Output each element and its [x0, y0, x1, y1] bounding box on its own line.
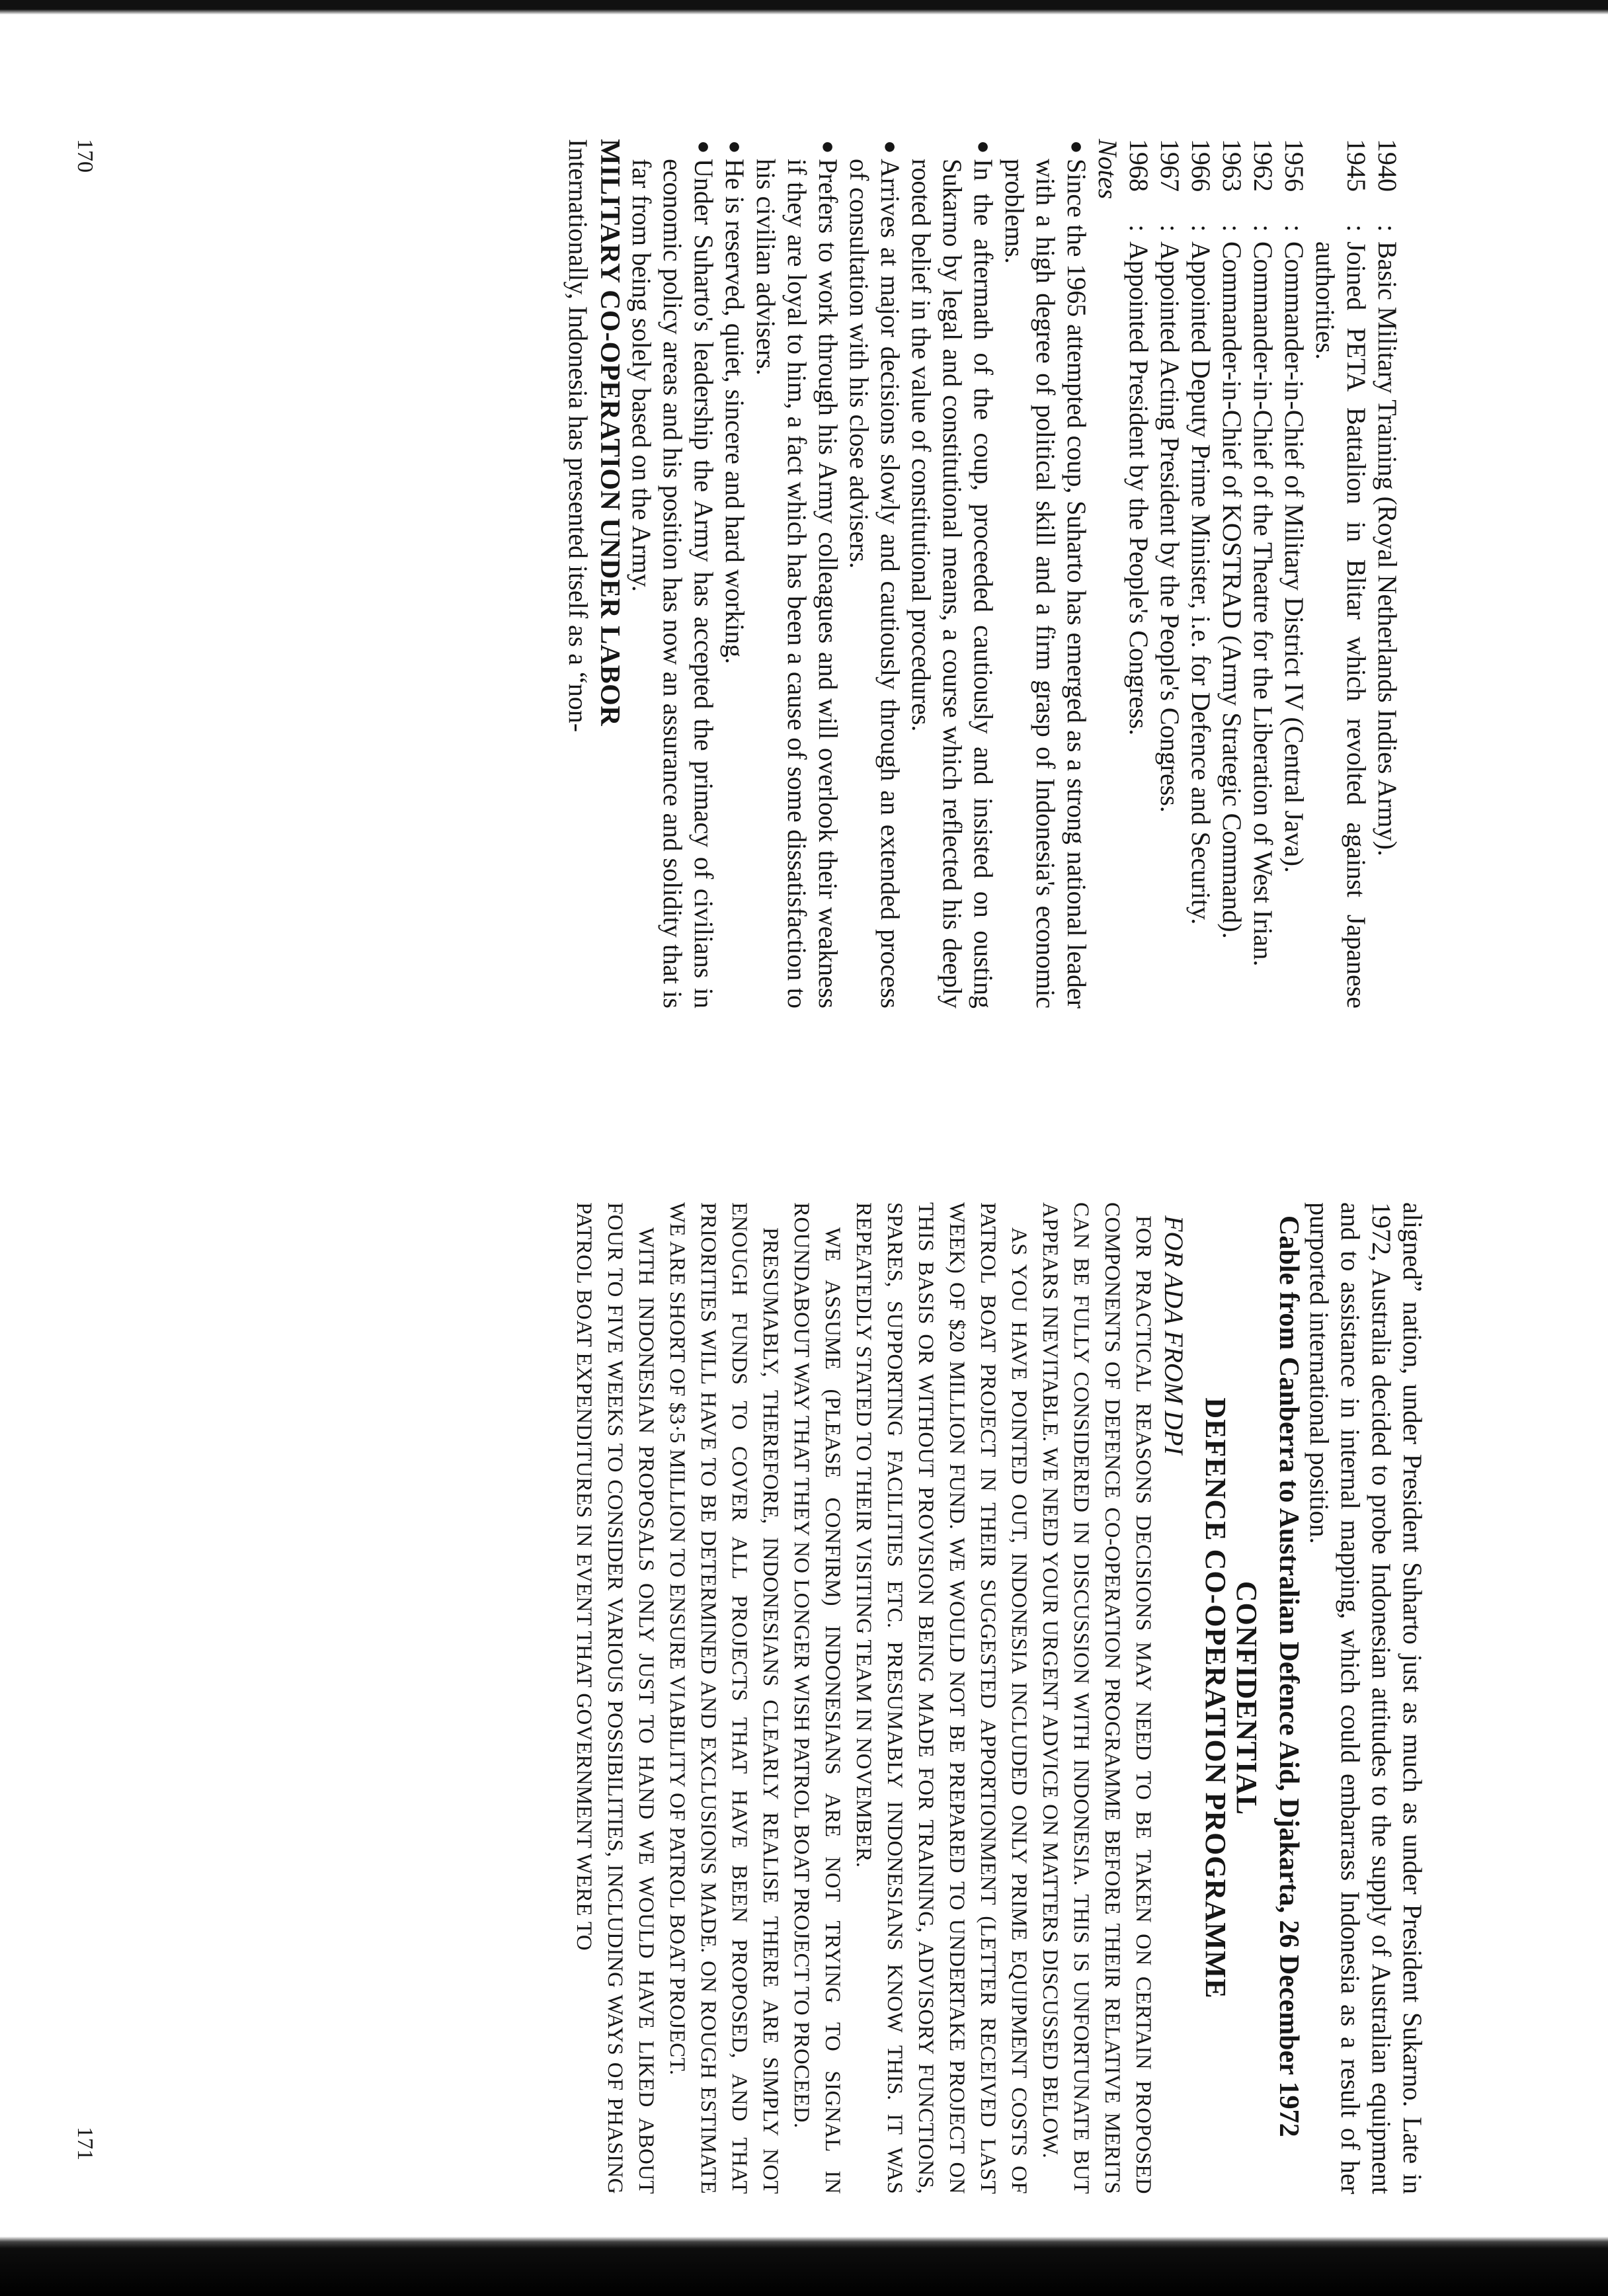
chronology-year: 1967: [1155, 139, 1185, 192]
cable-paragraph: WITH INDONESIAN PROPOSALS ONLY JUST TO HAND WE WOULD HAVE LIKED ABOUT FOUR TO FIVE WEEKS TO CONSIDER VARIOUS POSSIBILITIES, INCLUDING WAYS OF PHASING PATROL BOAT EXPENDITURES IN EVENT THAT GOVERNMENT WERE TO: [572, 1202, 658, 2194]
chronology-year: 1956: [1279, 139, 1309, 192]
chronology-entry: [1154, 139, 1186, 1008]
chronology-event: Joined PETA Battalion in Blitar which revolted against Japanese authorities.: [1310, 241, 1371, 1008]
chronology-event: Commander-in-Chief of KOSTRAD (Army Strategic Command).: [1217, 241, 1247, 939]
left-page-body: [563, 139, 1403, 1008]
chronology-entry: [1217, 139, 1248, 1008]
note-item: [999, 139, 1092, 1008]
cable-heading: Cable from Canberra to Australian Defence Aid, Djakarta, 26 December 1972: [1273, 1215, 1304, 2137]
continuation-paragraph: aligned” nation, under President Suharto just as much as under President Sukarno. Late in 1972, Australia decided to probe Indonesian attitudes to the supply of Australian equipment and to assistance in internal mapping, which could embarrass Indonesia as a result of her purported international position.: [1305, 1202, 1427, 2194]
notes-list: [626, 139, 1092, 1008]
chronology-event: Commander-in-Chief of Military District IV (Central Java).: [1279, 241, 1309, 873]
right-page: [0, 1148, 1608, 2296]
cable-body: [568, 1202, 1158, 2194]
chronology-separator: :: [1217, 224, 1247, 232]
chronology-separator: :: [1342, 224, 1371, 232]
page-number-left: 170: [73, 139, 97, 173]
cable-paragraph: WE ASSUME (PLEASE CONFIRM) INDONESIANS ARE NOT TRYING TO SIGNAL IN ROUNDABOUT WAY THAT THEY NO LONGER WISH PATROL BOAT PROJECT TO PROCEED.: [789, 1202, 844, 2194]
chronology-separator: :: [1248, 224, 1278, 232]
chronology-entry: [1186, 139, 1217, 1008]
right-page-body: [568, 1202, 1428, 2194]
chronology-entry: [1310, 139, 1372, 1008]
chronology-year: 1966: [1186, 139, 1216, 192]
bullet-icon: ●: [723, 140, 747, 154]
chronology-year: 1945: [1342, 139, 1371, 192]
note-text: He is reserved, quiet, sincere and hard working.: [720, 159, 750, 665]
chronology-separator: :: [1155, 224, 1185, 232]
note-text: Prefers to work through his Army colleagues and will overlook their weakness if they are loyal to him, a fact which has been a cause of some dissatisfaction to his civilian advisers.: [751, 159, 843, 1008]
chronology-entry: [1372, 139, 1403, 1008]
note-item: [844, 139, 906, 1008]
cable-paragraph: FOR PRACTICAL REASONS DECISIONS MAY NEED TO BE TAKEN ON CERTAIN PROPOSED COMPONENTS OF DEFENCE CO-OPERATION PROGRAMME BEFORE THEIR RELATIVE MERITS CAN BE FULLY CONSIDERED IN DISCUSSION WITH INDONESIA. THIS IS UNFORTUNATE BUT APPEARS INEVITABLE. WE NEED YOUR URGENT ADVICE ON MATTERS DISCUSSED BELOW.: [1038, 1202, 1155, 2194]
classification-label: CONFIDENTIAL: [1230, 1580, 1263, 1816]
chronology-entry: [1248, 139, 1279, 1008]
bullet-icon: ●: [971, 140, 996, 154]
cable-addressee: FOR ADA FROM DPI: [1159, 1215, 1189, 1455]
chronology-year: 1962: [1248, 139, 1278, 192]
chronology-year: 1963: [1217, 139, 1247, 192]
note-text: Under Suharto's leadership the Army has accepted the primacy of civilians in economic policy areas and his position has now an assurance and solidity that is far from being solely based on the Army.: [627, 159, 719, 1008]
chronology-separator: :: [1373, 224, 1402, 232]
section-intro: Internationally, Indonesia has presented itself as a “non-: [563, 139, 593, 733]
chronology-event: Basic Military Training (Royal Netherlands Indies Army).: [1373, 241, 1402, 856]
note-item: [750, 139, 844, 1008]
notes-heading: Notes: [1093, 139, 1123, 200]
note-item: [906, 139, 999, 1008]
chronology-list: [1123, 139, 1403, 1008]
page-number-right: 171: [73, 2127, 97, 2160]
note-text: Since the 1965 attempted coup, Suharto has emerged as a strong national leader with a high degree of political skill and a firm grasp of Indonesia's economic problems.: [1000, 159, 1092, 1008]
bullet-icon: ●: [692, 140, 716, 154]
chronology-separator: :: [1124, 224, 1154, 232]
section-heading: MILITARY CO-OPERATION UNDER LABOR: [594, 139, 625, 727]
chronology-separator: :: [1279, 224, 1309, 232]
chronology-year: 1968: [1124, 139, 1154, 192]
chronology-event: Commander-in-Chief of the Theatre for the Liberation of West Irian.: [1248, 241, 1278, 967]
chronology-event: Appointed Deputy Prime Minister, i.e. for Defence and Security.: [1186, 241, 1216, 925]
note-text: Arrives at major decisions slowly and cautiously through an extended process of consultation with his close advisers.: [844, 159, 905, 1008]
note-text: In the aftermath of the coup, proceeded cautiously and insisted on ousting Sukarno by legal and constitutional means, a course which reflected his deeply rooted belief in the value of constitutional procedures.: [906, 159, 998, 1008]
cable-paragraph: PRESUMABLY, THEREFORE, INDONESIANS CLEARLY REALISE THERE ARE SIMPLY NOT ENOUGH FUNDS TO COVER ALL PROJECTS THAT HAVE BEEN PROPOSED, AND THAT PRIORITIES WILL HAVE TO BE DETERMINED AND EXCLUSIONS MADE. ON ROUGH ESTIMATE WE ARE SHORT OF $3·5 MILLION TO ENSURE VIABILITY OF PATROL BOAT PROJECT.: [665, 1202, 782, 2194]
programme-title: DEFENCE CO-OPERATION PROGRAMME: [1199, 1397, 1232, 1999]
note-item: [626, 139, 719, 1008]
chronology-event: Appointed President by the People's Congress.: [1124, 241, 1154, 736]
chronology-separator: :: [1186, 224, 1216, 232]
cable-paragraph: AS YOU HAVE POINTED OUT, INDONESIA INCLUDED ONLY PRIME EQUIPMENT COSTS OF PATROL BOAT PROJECT IN THEIR SUGGESTED APPORTIONMENT (LETTER RECEIVED LAST WEEK) OF $20 MILLION FUND. WE WOULD NOT BE PREPARED TO UNDERTAKE PROJECT ON THIS BASIS OR WITHOUT PROVISION BEING MADE FOR TRAINING, ADVISORY FUNCTIONS, SPARES, SUPPORTING FACILITIES ETC. PRESUMABLY INDONESIANS KNOW THIS. IT WAS REPEATEDLY STATED TO THEIR VISITING TEAM IN NOVEMBER.: [852, 1202, 1031, 2194]
bullet-icon: ●: [816, 140, 840, 154]
chronology-year: 1940: [1373, 139, 1402, 192]
bullet-icon: ●: [1065, 140, 1089, 154]
chronology-entry: [1279, 139, 1310, 1008]
chronology-event: Appointed Acting President by the People's Congress.: [1155, 241, 1185, 813]
bullet-icon: ●: [878, 140, 903, 154]
chronology-entry: [1123, 139, 1154, 1008]
note-item: [719, 139, 750, 1008]
